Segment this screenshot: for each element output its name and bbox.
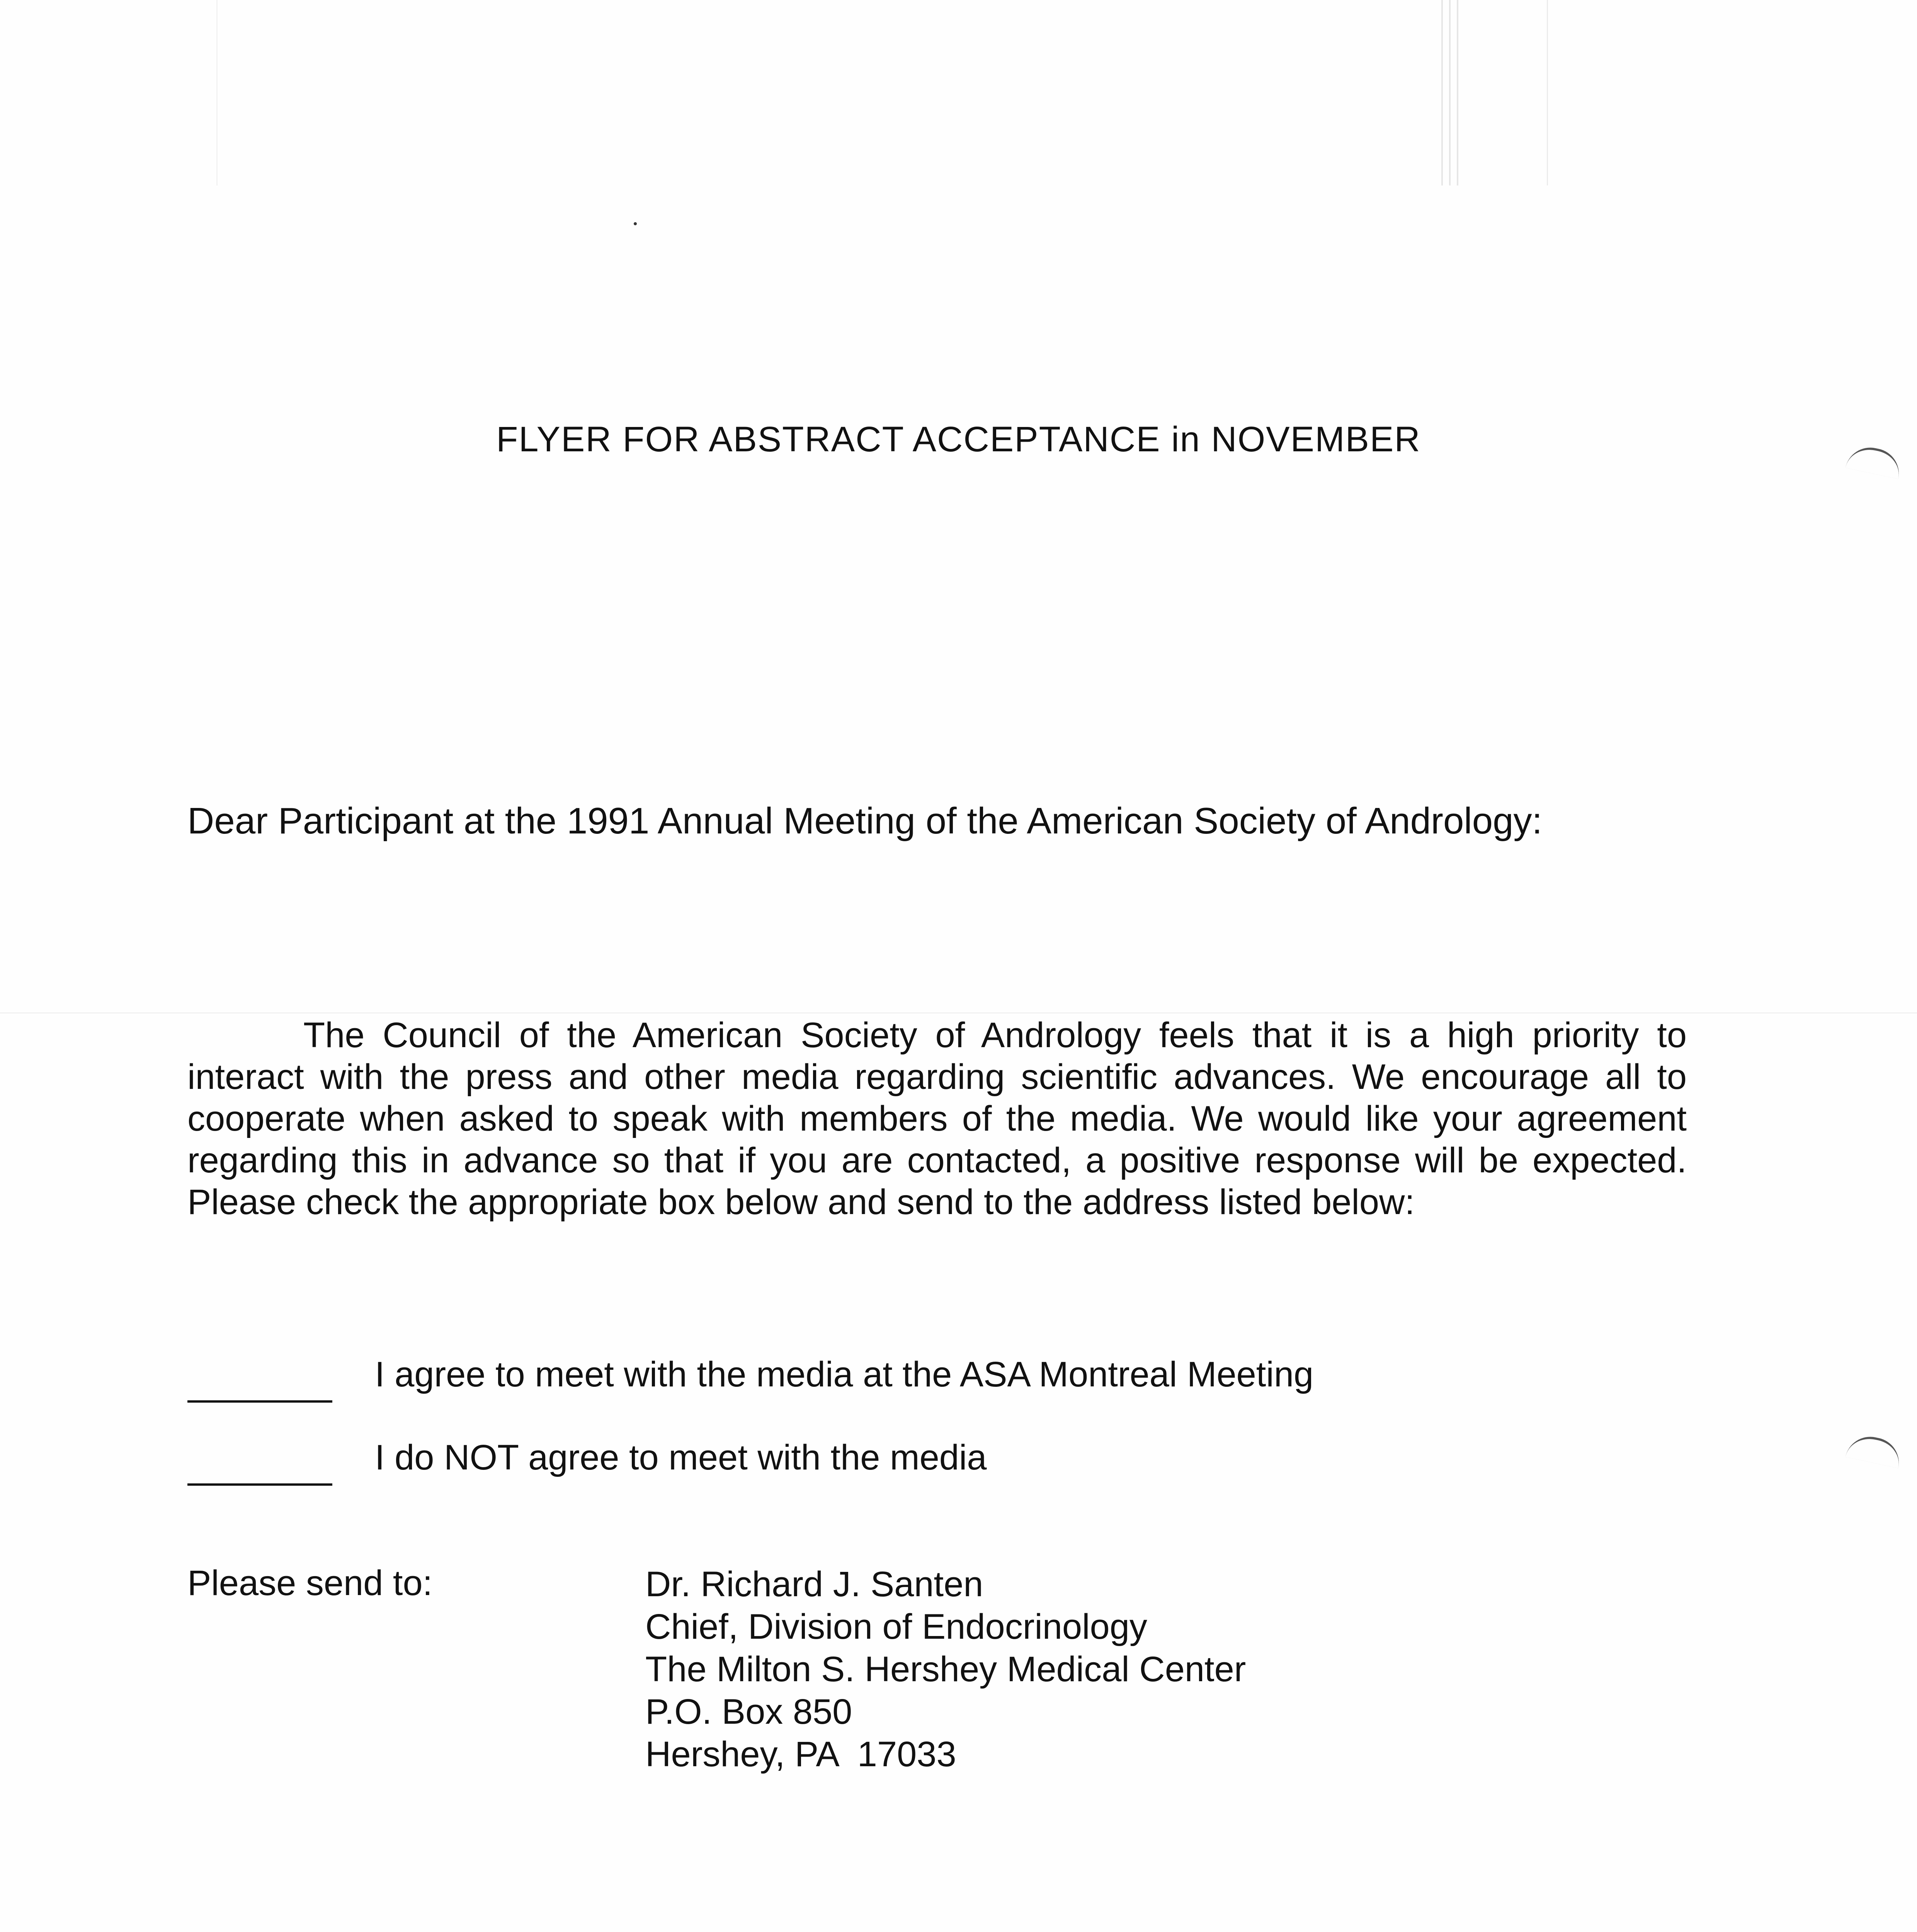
disagree-option[interactable]	[187, 1432, 987, 1478]
scan-artifact-top	[216, 0, 1548, 185]
address-po-box: P.O. Box 850	[645, 1692, 852, 1731]
margin-punch-mark	[1846, 1432, 1904, 1468]
address-institution: The Milton S. Hershey Medical Center	[645, 1650, 1246, 1689]
document-title: FLYER FOR ABSTRACT ACCEPTANCE in NOVEMBER	[496, 420, 1421, 459]
disagree-option-label: I do NOT agree to meet with the media	[375, 1438, 987, 1477]
scan-artifact-bar	[1449, 0, 1451, 185]
scan-artifact-bar	[1441, 0, 1443, 185]
send-to-label: Please send to:	[187, 1563, 433, 1603]
agree-option[interactable]	[187, 1349, 1313, 1395]
check-blank[interactable]	[187, 1483, 332, 1486]
scan-speck	[634, 222, 637, 225]
salutation: Dear Participant at the 1991 Annual Meeting of the American Society of Andrology:	[187, 800, 1543, 842]
mailing-address	[645, 1563, 1246, 1776]
scan-artifact-bar	[1457, 0, 1458, 185]
address-name: Dr. Richard J. Santen	[645, 1565, 983, 1604]
address-title: Chief, Division of Endocrinology	[645, 1607, 1147, 1646]
check-blank[interactable]	[187, 1400, 332, 1403]
agree-option-label: I agree to meet with the media at the ASA Montreal Meeting	[375, 1355, 1314, 1394]
body-paragraph: The Council of the American Society of Andrology feels that it is a high priority to interact with the press and other media regarding scientific advances. We encourage all to cooperate when asked to speak with members of the media. We would like your agreement regarding this in advance so that if you are contacted, a positive response will be expected. Please check the appropriate box below and send to the address listed below:	[187, 1015, 1687, 1222]
address-city-state-zip: Hershey, PA 17033	[645, 1735, 956, 1774]
scan-artifact-line	[0, 1012, 1917, 1014]
